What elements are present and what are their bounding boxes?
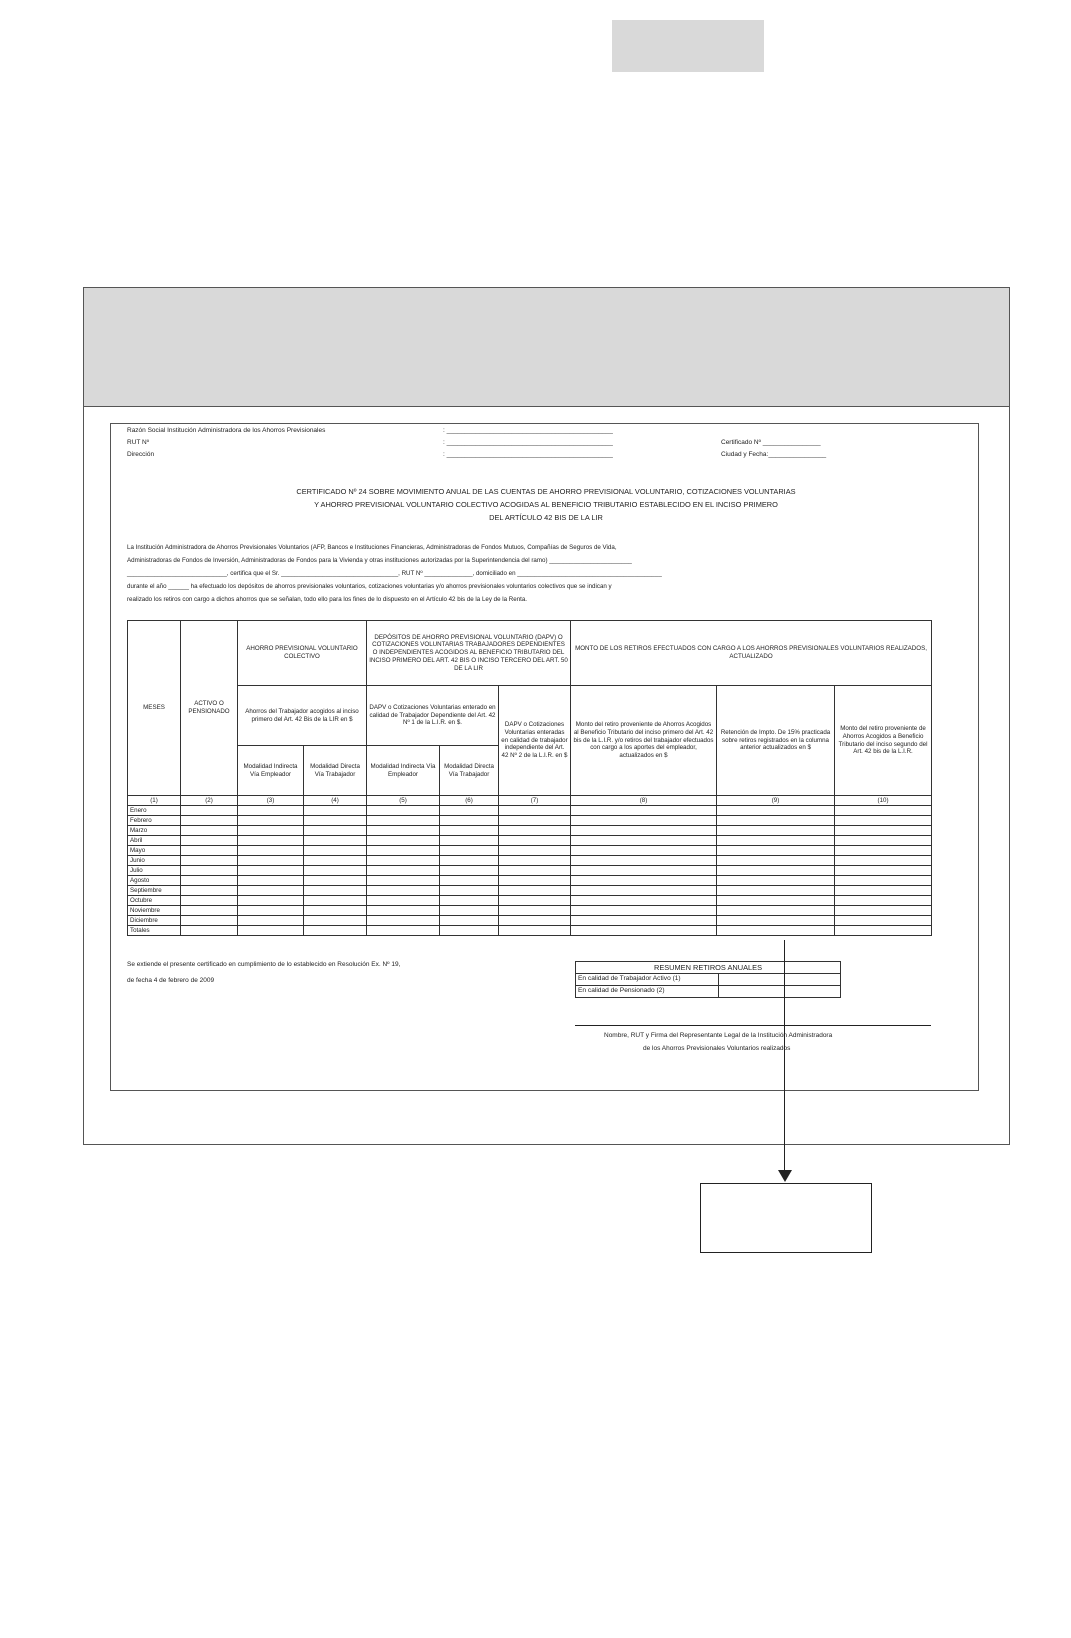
table-cell[interactable]: [238, 906, 304, 916]
resumen-value-cell[interactable]: [719, 986, 841, 998]
table-cell[interactable]: [835, 926, 932, 936]
direccion-field: : ______________________________________________: [443, 451, 613, 458]
table-cell[interactable]: [499, 836, 571, 846]
table-cell[interactable]: [181, 806, 238, 816]
table-cell[interactable]: [835, 886, 932, 896]
table-cell[interactable]: [304, 926, 367, 936]
table-cell[interactable]: [717, 836, 835, 846]
table-row: [128, 906, 932, 916]
table-cell[interactable]: [835, 866, 932, 876]
table-cell[interactable]: [571, 896, 717, 906]
header-group-colectivo: AHORRO PREVISIONAL VOLUNTARIO COLECTIVO: [238, 621, 367, 686]
table-cell[interactable]: [440, 826, 499, 836]
column-number: (6): [440, 796, 499, 806]
paragraph-line1: La Institución Administradora de Ahorros Previsionales Voluntarios (AFP, Bancos e Instituciones Financieras, Administradoras de Fondos Mutuos, Compañías de Seguros de Vida,: [127, 544, 617, 551]
month-label: Agosto: [128, 876, 181, 886]
header-retencion: Retención de Impto. De 15% practicada sobre retiros registrados en la columna anterior actualizados en $: [717, 686, 835, 796]
table-cell[interactable]: [717, 816, 835, 826]
table-cell[interactable]: [717, 846, 835, 856]
table-cell[interactable]: [499, 926, 571, 936]
table-row: [128, 886, 932, 896]
table-row: [128, 876, 932, 886]
table-cell[interactable]: [238, 856, 304, 866]
table-row: [128, 896, 932, 906]
table-cell[interactable]: [835, 846, 932, 856]
resumen-retiros-table: [575, 961, 841, 998]
header-monto-retiro-segundo: Monto del retiro proveniente de Ahorros Acogidos a Beneficio Tributario del inciso segundo del Art. 42 bis de la L.I.R.: [835, 686, 932, 796]
month-label: Marzo: [128, 826, 181, 836]
month-rows: [128, 806, 932, 936]
table-cell[interactable]: [181, 906, 238, 916]
month-label: Totales: [128, 926, 181, 936]
table-cell[interactable]: [181, 826, 238, 836]
month-label: Enero: [128, 806, 181, 816]
table-cell[interactable]: [440, 926, 499, 936]
table-cell[interactable]: [304, 826, 367, 836]
table-cell[interactable]: [440, 816, 499, 826]
razon-social-label: Razón Social Institución Administradora de los Ahorros Previsionales: [127, 427, 326, 434]
header-modalidad-directa: Modalidad Directa Vía Trabajador: [304, 746, 367, 796]
table-cell[interactable]: [367, 916, 440, 926]
top-gray-tab: [612, 20, 764, 72]
table-cell[interactable]: [499, 906, 571, 916]
signature-line: [575, 1025, 931, 1026]
certificate-form: [110, 423, 979, 1091]
table-cell[interactable]: [499, 886, 571, 896]
table-cell[interactable]: [440, 896, 499, 906]
table-cell[interactable]: [571, 926, 717, 936]
table-cell[interactable]: [717, 886, 835, 896]
table-cell[interactable]: [571, 866, 717, 876]
table-cell[interactable]: [238, 916, 304, 926]
table-cell[interactable]: [571, 906, 717, 916]
table-cell[interactable]: [499, 896, 571, 906]
table-cell[interactable]: [835, 806, 932, 816]
table-cell[interactable]: [238, 816, 304, 826]
table-cell[interactable]: [367, 896, 440, 906]
table-cell[interactable]: [238, 926, 304, 936]
table-cell[interactable]: [717, 906, 835, 916]
column-number: (5): [367, 796, 440, 806]
resolution-note-line2: de fecha 4 de febrero de 2009: [127, 977, 215, 984]
table-cell[interactable]: [304, 906, 367, 916]
table-cell[interactable]: [717, 876, 835, 886]
table-cell[interactable]: [571, 846, 717, 856]
table-cell[interactable]: [238, 866, 304, 876]
column-number: (9): [717, 796, 835, 806]
connector-arrow-line: [784, 940, 785, 1172]
table-cell[interactable]: [304, 886, 367, 896]
table-cell[interactable]: [835, 856, 932, 866]
month-label: Junio: [128, 856, 181, 866]
table-cell[interactable]: [238, 896, 304, 906]
header-group-retiros: MONTO DE LOS RETIROS EFECTUADOS CON CARGO A LOS AHORROS PREVISIONALES VOLUNTARIOS REALIZADOS, ACTUALIZADO: [571, 621, 932, 686]
connector-arrow-head: [778, 1170, 792, 1182]
month-label: Noviembre: [128, 906, 181, 916]
table-cell[interactable]: [499, 916, 571, 926]
table-cell[interactable]: [367, 836, 440, 846]
table-cell[interactable]: [440, 916, 499, 926]
table-cell[interactable]: [304, 896, 367, 906]
table-cell[interactable]: [367, 826, 440, 836]
table-cell[interactable]: [499, 806, 571, 816]
table-cell[interactable]: [367, 886, 440, 896]
table-cell[interactable]: [181, 866, 238, 876]
column-number: (7): [499, 796, 571, 806]
table-cell[interactable]: [238, 836, 304, 846]
table-cell[interactable]: [717, 866, 835, 876]
table-cell[interactable]: [367, 876, 440, 886]
certificate-title-line1: CERTIFICADO Nº 24 SOBRE MOVIMIENTO ANUAL DE LAS CUENTAS DE AHORRO PREVISIONAL VOLUNTARIO, COTIZACIONES VOLUNTARIAS: [296, 487, 796, 496]
paragraph-line5: realizado los retiros con cargo a dichos ahorros que se señalan, todo ello para los fines de lo dispuesto en el Artículo 42 bis de la Ley de la Renta.: [127, 596, 528, 603]
header-dapv-dependiente: DAPV o Cotizaciones Voluntarias enterado en calidad de Trabajador Dependiente del Art. 42 Nº 1 de la L.I.R. en $.: [367, 686, 499, 746]
movements-table: [127, 620, 932, 936]
table-cell[interactable]: [367, 926, 440, 936]
table-cell[interactable]: [367, 866, 440, 876]
table-cell[interactable]: [304, 846, 367, 856]
table-row: [128, 856, 932, 866]
table-cell[interactable]: [440, 866, 499, 876]
month-label: Octubre: [128, 896, 181, 906]
header-group-depositos: DEPÓSITOS DE AHORRO PREVISIONAL VOLUNTARIO (DAPV) O COTIZACIONES VOLUNTARIAS TRABAJADORES DEPENDIENTES O INDEPENDIENTES ACOGIDOS AL BENEFICIO TRIBUTARIO DEL INCISO PRIMERO DEL ART. 42 BIS O INCISO TERCERO DEL ART. 50 DE LA LIR: [367, 621, 571, 686]
table-cell[interactable]: [440, 906, 499, 916]
header-modalidad-directa: Modalidad Directa Vía Trabajador: [440, 746, 499, 796]
resumen-row-pensionado: En calidad de Pensionado (2): [576, 986, 719, 998]
month-label: Diciembre: [128, 916, 181, 926]
table-cell[interactable]: [571, 876, 717, 886]
table-cell[interactable]: [181, 916, 238, 926]
table-cell[interactable]: [238, 826, 304, 836]
paragraph-line2: Administradoras de Fondos de Inversión, Administradoras de Fondos para la Vivienda y otras instituciones autorizadas por la Superintendencia del ramo) ________________________: [127, 557, 632, 564]
month-label: Julio: [128, 866, 181, 876]
table-cell[interactable]: [571, 826, 717, 836]
table-cell[interactable]: [571, 886, 717, 896]
table-cell[interactable]: [367, 906, 440, 916]
table-cell[interactable]: [835, 816, 932, 826]
table-cell[interactable]: [304, 836, 367, 846]
table-cell[interactable]: [367, 856, 440, 866]
month-label: Abril: [128, 836, 181, 846]
table-cell[interactable]: [238, 846, 304, 856]
certificate-title-line2: Y AHORRO PREVISIONAL VOLUNTARIO COLECTIVO ACOGIDAS AL BENEFICIO TRIBUTARIO ESTABLECIDO EN EL INCISO PRIMERO: [314, 500, 778, 509]
table-cell[interactable]: [835, 876, 932, 886]
rut-label: RUT Nº: [127, 439, 150, 446]
table-cell[interactable]: [835, 836, 932, 846]
ciudad-fecha-field: Ciudad y Fecha:________________: [721, 451, 827, 458]
table-cell[interactable]: [304, 876, 367, 886]
table-cell[interactable]: [367, 816, 440, 826]
annotation-box: [700, 1183, 872, 1253]
table-cell[interactable]: [499, 826, 571, 836]
header-ahorros-trabajador: Ahorros del Trabajador acogidos al inciso primero del Art. 42 Bis de la LIR en $: [238, 686, 367, 746]
table-cell[interactable]: [571, 806, 717, 816]
table-cell[interactable]: [238, 806, 304, 816]
table-row: [128, 816, 932, 826]
direccion-label: Dirección: [127, 451, 155, 458]
table-cell[interactable]: [571, 856, 717, 866]
signature-caption-line1: Nombre, RUT y Firma del Representante Legal de la Institución Administradora: [604, 1032, 833, 1039]
table-cell[interactable]: [181, 886, 238, 896]
table-row: [128, 836, 932, 846]
table-cell[interactable]: [717, 916, 835, 926]
table-cell[interactable]: [367, 846, 440, 856]
table-row: [128, 926, 932, 936]
table-cell[interactable]: [181, 836, 238, 846]
table-cell[interactable]: [499, 856, 571, 866]
table-cell[interactable]: [440, 856, 499, 866]
paragraph-line4: durante el año ______ ha efectuado los depósitos de ahorros previsionales voluntarios, cotizaciones voluntarias y/o ahorros previsionales voluntarios colectivos que se indican y: [127, 583, 612, 590]
column-number: (2): [181, 796, 238, 806]
signature-caption-line2: de los Ahorros Previsionales Voluntarios realizados: [643, 1045, 791, 1052]
table-cell[interactable]: [238, 876, 304, 886]
table-cell[interactable]: [181, 856, 238, 866]
table-row: [128, 916, 932, 926]
table-cell[interactable]: [835, 906, 932, 916]
header-modalidad-indirecta: Modalidad Indirecta Vía Empleador: [367, 746, 440, 796]
table-cell[interactable]: [835, 826, 932, 836]
column-number: (3): [238, 796, 304, 806]
month-label: Mayo: [128, 846, 181, 856]
table-cell[interactable]: [304, 816, 367, 826]
table-cell[interactable]: [181, 896, 238, 906]
table-cell[interactable]: [304, 916, 367, 926]
table-cell[interactable]: [571, 916, 717, 926]
column-number: (10): [835, 796, 932, 806]
table-cell[interactable]: [440, 806, 499, 816]
table-cell[interactable]: [304, 806, 367, 816]
table-cell[interactable]: [717, 896, 835, 906]
table-cell[interactable]: [304, 866, 367, 876]
table-cell[interactable]: [238, 886, 304, 896]
paragraph-line3: _____________________________, certifica que el Sr. __________________________________, RUT Nº ______________, domiciliado en __________________________________________: [127, 570, 662, 577]
resumen-row-activo: En calidad de Trabajador Activo (1): [576, 974, 719, 986]
resumen-value-cell[interactable]: [719, 974, 841, 986]
rut-field: : ______________________________________________: [443, 439, 613, 446]
table-cell[interactable]: [181, 816, 238, 826]
table-row: [128, 826, 932, 836]
certificado-field: Certificado Nº ________________: [721, 439, 821, 446]
outer-header-band: [84, 288, 1009, 407]
column-number: (8): [571, 796, 717, 806]
table-cell[interactable]: [835, 916, 932, 926]
table-cell[interactable]: [440, 876, 499, 886]
certificate-title-line3: DEL ARTÍCULO 42 BIS DE LA LIR: [489, 513, 603, 522]
table-cell[interactable]: [717, 926, 835, 936]
table-cell[interactable]: [181, 876, 238, 886]
header-monto-retiro: Monto del retiro proveniente de Ahorros Acogidos al Beneficio Tributario del inciso primero del Art. 42 bis de la L.I.R. y/o retiros del trabajador efectuados con cargo a los aportes del empleador, actualizados en $: [571, 686, 717, 796]
table-cell[interactable]: [499, 846, 571, 856]
table-cell[interactable]: [440, 886, 499, 896]
table-cell[interactable]: [440, 836, 499, 846]
table-cell[interactable]: [367, 806, 440, 816]
column-number: (4): [304, 796, 367, 806]
table-row: [128, 806, 932, 816]
table-cell[interactable]: [499, 876, 571, 886]
resolution-note-line1: Se extiende el presente certificado en cumplimiento de lo establecido en Resolución Ex. Nº 19,: [127, 961, 401, 968]
table-cell[interactable]: [304, 856, 367, 866]
column-number: (1): [128, 796, 181, 806]
table-cell[interactable]: [440, 846, 499, 856]
razon-social-field: : ______________________________________________: [443, 427, 613, 434]
month-label: Febrero: [128, 816, 181, 826]
header-activo-pensionado: ACTIVO O PENSIONADO: [181, 621, 238, 796]
table-cell[interactable]: [717, 826, 835, 836]
header-meses: MESES: [128, 621, 181, 796]
table-cell[interactable]: [571, 836, 717, 846]
resumen-title: RESUMEN RETIROS ANUALES: [576, 962, 841, 974]
table-cell[interactable]: [181, 846, 238, 856]
table-cell[interactable]: [571, 816, 717, 826]
table-row: [128, 846, 932, 856]
header-modalidad-indirecta: Modalidad Indirecta Vía Empleador: [238, 746, 304, 796]
table-cell[interactable]: [835, 896, 932, 906]
month-label: Septiembre: [128, 886, 181, 896]
table-row: [128, 866, 932, 876]
table-cell[interactable]: [717, 856, 835, 866]
table-cell[interactable]: [717, 806, 835, 816]
table-cell[interactable]: [181, 926, 238, 936]
table-cell[interactable]: [499, 816, 571, 826]
header-dapv-independiente: DAPV o Cotizaciones Voluntarias enteradas en calidad de trabajador independiente del Art. 42 Nº 2 de la L.I.R. en $: [499, 686, 571, 796]
table-cell[interactable]: [499, 866, 571, 876]
